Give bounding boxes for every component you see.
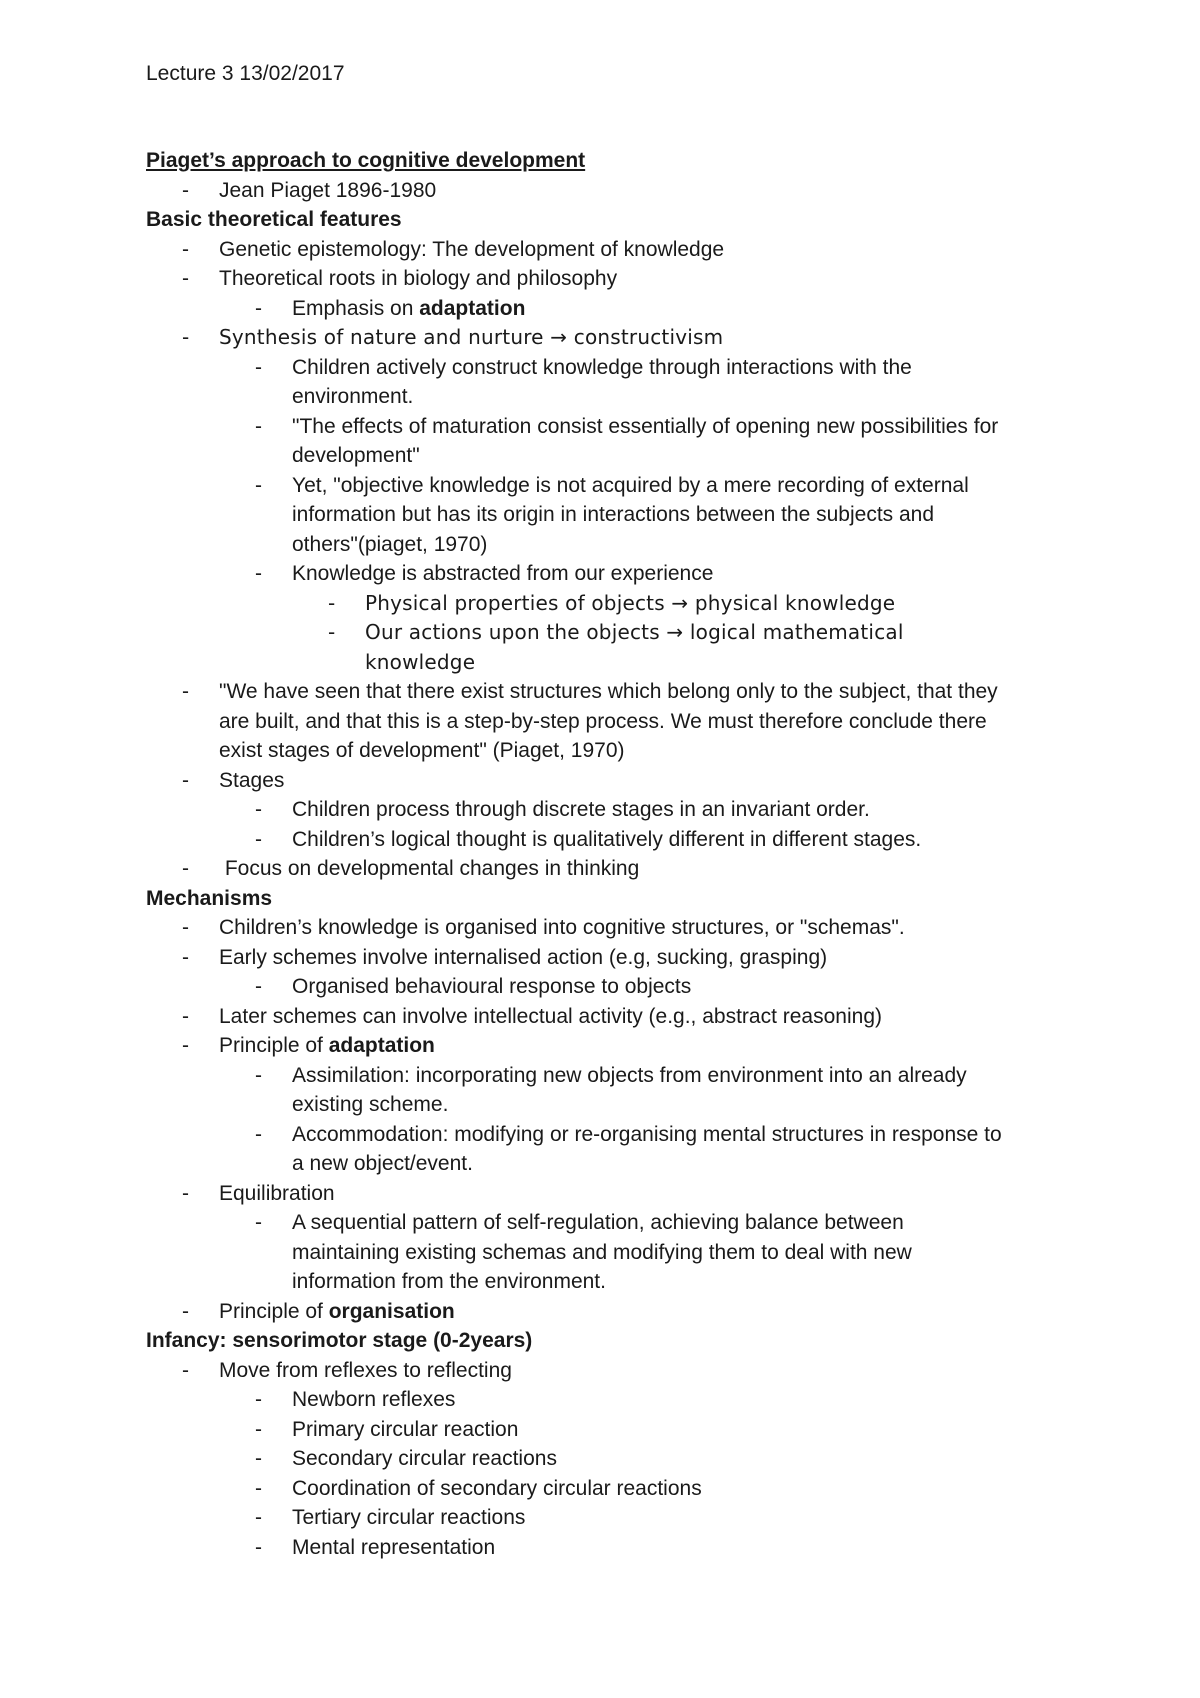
bullet-dash: - (255, 827, 262, 851)
bullet-dash: - (182, 1004, 189, 1028)
list-item (146, 913, 1066, 943)
list-item (146, 1179, 1066, 1209)
list-item-text: Accommodation: modifying or re-organising mental structures in response to (292, 1122, 1002, 1146)
list-item-text: Principle of (219, 1034, 329, 1057)
list-item (146, 353, 1066, 383)
list-item-text: Secondary circular reactions (292, 1447, 557, 1470)
list-item-text: Jean Piaget 1896-1980 (219, 178, 437, 202)
list-item-text: Newborn reflexes (292, 1388, 456, 1411)
bullet-dash: - (328, 590, 336, 615)
bold-term: adaptation (419, 296, 526, 320)
list-item-continuation: knowledge (365, 649, 476, 674)
list-item-text: Early schemes involve internalised action (e.g, sucking, grasping) (219, 945, 828, 969)
bullet-dash: - (182, 1181, 189, 1205)
list-item-text: Children’s knowledge is organised into cognitive structures, or "schemas". (219, 916, 905, 939)
list-item (146, 677, 1066, 707)
section-heading-infancy: Infancy: sensorimotor stage (0-2years) (146, 1329, 533, 1352)
list-item (146, 1474, 1066, 1504)
bullet-dash: - (255, 355, 262, 379)
bullet-dash: - (255, 1388, 262, 1411)
bullet-dash: - (182, 768, 189, 792)
list-item (146, 471, 1066, 501)
bold-term: adaptation (328, 1034, 435, 1057)
list-item (146, 323, 1066, 353)
bullet-dash: - (255, 1447, 262, 1470)
list-item-text: Equilibration (219, 1181, 335, 1205)
list-item-continuation: are built, and that this is a step-by-step process. We must therefore conclude there (219, 709, 987, 733)
list-item (146, 1356, 1066, 1386)
list-item (146, 559, 1066, 589)
bullet-dash: - (255, 1535, 262, 1559)
list-item-text: Theoretical roots in biology and philosophy (219, 267, 618, 290)
list-item (146, 766, 1066, 796)
list-item (146, 412, 1066, 442)
bullet-dash: - (182, 1358, 189, 1382)
list-item-continuation: information from the environment. (292, 1270, 606, 1293)
list-item-continuation: maintaining existing schemas and modifying them to deal with new (292, 1240, 912, 1264)
list-item-text: Emphasis on (292, 296, 420, 320)
list-item-text: Our actions upon the objects → logical mathematical (365, 620, 904, 644)
bullet-dash: - (182, 1299, 189, 1323)
list-item-text: Children actively construct knowledge through interactions with the (292, 355, 912, 379)
list-item (146, 1297, 1066, 1327)
list-item (146, 1120, 1066, 1150)
bullet-dash: - (255, 562, 262, 585)
list-item-text: Mental representation (292, 1535, 496, 1559)
list-item (146, 825, 1066, 855)
list-item-text: Synthesis of nature and nurture → constructivism (219, 325, 724, 349)
bullet-dash: - (255, 1476, 262, 1500)
bold-term: organisation (328, 1299, 455, 1323)
section-heading-basic-features: Basic theoretical features (146, 208, 402, 231)
list-item (146, 1415, 1066, 1445)
list-item-text: Later schemes can involve intellectual activity (e.g., abstract reasoning) (219, 1004, 882, 1028)
list-item (146, 176, 1066, 206)
list-item-text: "The effects of maturation consist essentially of opening new possibilities for (292, 414, 999, 438)
bullet-dash: - (182, 857, 189, 880)
bullet-dash: - (182, 267, 189, 290)
list-item (146, 1031, 1066, 1061)
list-item-text: Move from reflexes to reflecting (219, 1358, 512, 1382)
bullet-dash: - (255, 798, 262, 821)
list-item (146, 1444, 1066, 1474)
list-item-text: Principle of (219, 1299, 329, 1323)
list-item (146, 854, 1066, 884)
list-item-text: Coordination of secondary circular reactions (292, 1476, 702, 1500)
list-item (146, 1061, 1066, 1091)
bullet-dash: - (255, 1211, 262, 1234)
list-item-continuation: others"(piaget, 1970) (292, 532, 488, 556)
bullet-dash: - (182, 916, 189, 939)
list-item-text: Organised behavioural response to objects (292, 975, 692, 998)
list-item (146, 294, 1066, 324)
list-item-continuation: development" (292, 444, 420, 467)
bullet-dash: - (182, 1034, 189, 1057)
list-item-continuation: existing scheme. (292, 1093, 449, 1116)
list-item-text: Tertiary circular reactions (292, 1506, 526, 1529)
list-item-text: Yet, "objective knowledge is not acquired by a mere recording of external (292, 473, 969, 497)
list-item-continuation: a new object/event. (292, 1152, 473, 1175)
bullet-dash: - (255, 1122, 262, 1146)
bullet-dash: - (182, 680, 189, 703)
list-item (146, 1503, 1066, 1533)
list-item-text: Stages (219, 768, 285, 792)
bullet-dash: - (182, 178, 189, 202)
list-item (146, 1533, 1066, 1563)
list-item-continuation: environment. (292, 385, 414, 408)
list-item-text: Knowledge is abstracted from our experience (292, 562, 714, 585)
list-item (146, 618, 1066, 648)
bullet-dash: - (255, 1417, 262, 1441)
bullet-dash: - (328, 620, 336, 644)
list-item-text: Primary circular reaction (292, 1417, 519, 1441)
bullet-dash: - (182, 325, 190, 349)
list-item-continuation: information but has its origin in interactions between the subjects and (292, 503, 935, 526)
list-item-continuation: exist stages of development" (Piaget, 1970) (219, 739, 625, 762)
document-body (146, 146, 1066, 1562)
list-item (146, 795, 1066, 825)
list-item (146, 589, 1066, 619)
bullet-dash: - (255, 296, 262, 320)
list-item (146, 235, 1066, 265)
bullet-dash: - (255, 975, 262, 998)
section-heading-piaget: Piaget’s approach to cognitive development (146, 149, 586, 172)
list-item (146, 1002, 1066, 1032)
bullet-dash: - (255, 1063, 262, 1087)
list-item-text: "We have seen that there exist structures which belong only to the subject, that they (219, 680, 998, 703)
bullet-dash: - (182, 237, 189, 261)
list-item-text: A sequential pattern of self-regulation, achieving balance between (292, 1211, 904, 1234)
list-item (146, 972, 1066, 1002)
bullet-dash: - (255, 414, 262, 438)
list-item-text: Physical properties of objects → physical knowledge (365, 590, 896, 615)
list-item-text: Genetic epistemology: The development of knowledge (219, 237, 725, 261)
list-item (146, 943, 1066, 973)
list-item-text: Children’s logical thought is qualitatively different in different stages. (292, 827, 922, 851)
list-item (146, 1385, 1066, 1415)
page-header: Lecture 3 13/02/2017 (146, 62, 345, 85)
bullet-dash: - (255, 1506, 262, 1529)
bullet-dash: - (255, 473, 262, 497)
list-item-text: Children process through discrete stages in an invariant order. (292, 798, 870, 821)
bullet-dash: - (182, 945, 189, 969)
list-item (146, 264, 1066, 294)
list-item-text: Assimilation: incorporating new objects from environment into an already (292, 1063, 967, 1087)
list-item-text: Focus on developmental changes in thinking (219, 857, 640, 880)
section-heading-mechanisms: Mechanisms (146, 886, 273, 910)
list-item (146, 1208, 1066, 1238)
